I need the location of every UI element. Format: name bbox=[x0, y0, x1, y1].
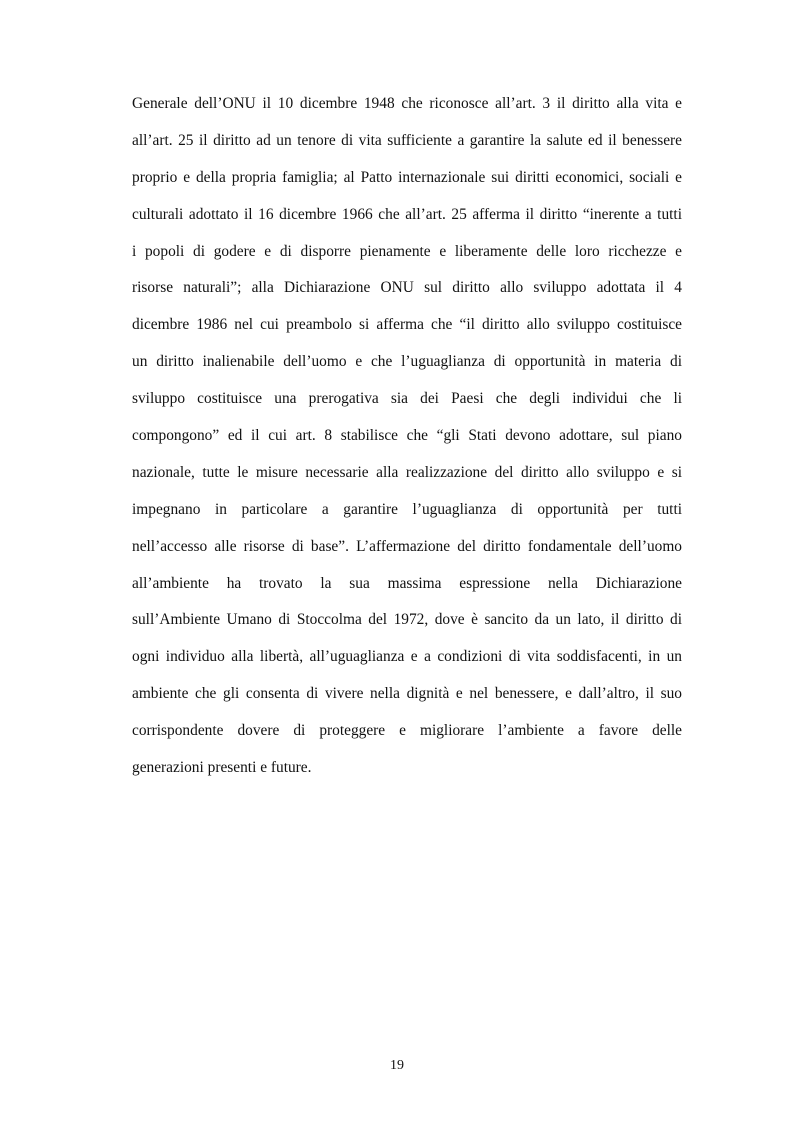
text-line: all’art. 25 il diritto ad un tenore di vita sufficiente a garantire la salute ed il benessere bbox=[132, 131, 682, 149]
page-number: 19 bbox=[390, 1058, 404, 1073]
text-line: ambiente che gli consenta di vivere nella dignità e nel benessere, e dall’altro, il suo bbox=[132, 685, 682, 703]
text-line: i popoli di godere e di disporre pienamente e liberamente delle loro ricchezze e bbox=[132, 242, 682, 260]
text-line: dicembre 1986 nel cui preambolo si afferma che “il diritto allo sviluppo costituisce bbox=[132, 316, 682, 334]
text-line: sull’Ambiente Umano di Stoccolma del 1972, dove è sancito da un lato, il diritto di bbox=[132, 611, 682, 629]
body-paragraph bbox=[132, 90, 682, 791]
text-line: proprio e della propria famiglia; al Patto internazionale sui diritti economici, sociali e bbox=[132, 168, 682, 186]
text-line: generazioni presenti e future. bbox=[132, 759, 312, 777]
text-line: sviluppo costituisce una prerogativa sia dei Paesi che degli individui che li bbox=[132, 390, 682, 408]
text-line: culturali adottato il 16 dicembre 1966 che all’art. 25 afferma il diritto “inerente a tutti bbox=[132, 205, 682, 223]
text-line: un diritto inalienabile dell’uomo e che l’uguaglianza di opportunità in materia di bbox=[132, 353, 682, 371]
text-line: ogni individuo alla libertà, all’uguaglianza e a condizioni di vita soddisfacenti, in un bbox=[132, 648, 682, 666]
text-line: nell’accesso alle risorse di base”. L’affermazione del diritto fondamentale dell’uomo bbox=[132, 537, 682, 555]
text-line: corrispondente dovere di proteggere e migliorare l’ambiente a favore delle bbox=[132, 722, 682, 740]
text-line: compongono” ed il cui art. 8 stabilisce che “gli Stati devono adottare, sul piano bbox=[132, 427, 682, 445]
text-line: risorse naturali”; alla Dichiarazione ONU sul diritto allo sviluppo adottata il 4 bbox=[132, 279, 682, 297]
text-line: Generale dell’ONU il 10 dicembre 1948 che riconosce all’art. 3 il diritto alla vita e bbox=[132, 95, 682, 112]
text-line: nazionale, tutte le misure necessarie alla realizzazione del diritto allo sviluppo e si bbox=[132, 463, 682, 481]
text-line: impegnano in particolare a garantire l’uguaglianza di opportunità per tutti bbox=[132, 500, 682, 518]
text-line: all’ambiente ha trovato la sua massima espressione nella Dichiarazione bbox=[132, 574, 682, 592]
